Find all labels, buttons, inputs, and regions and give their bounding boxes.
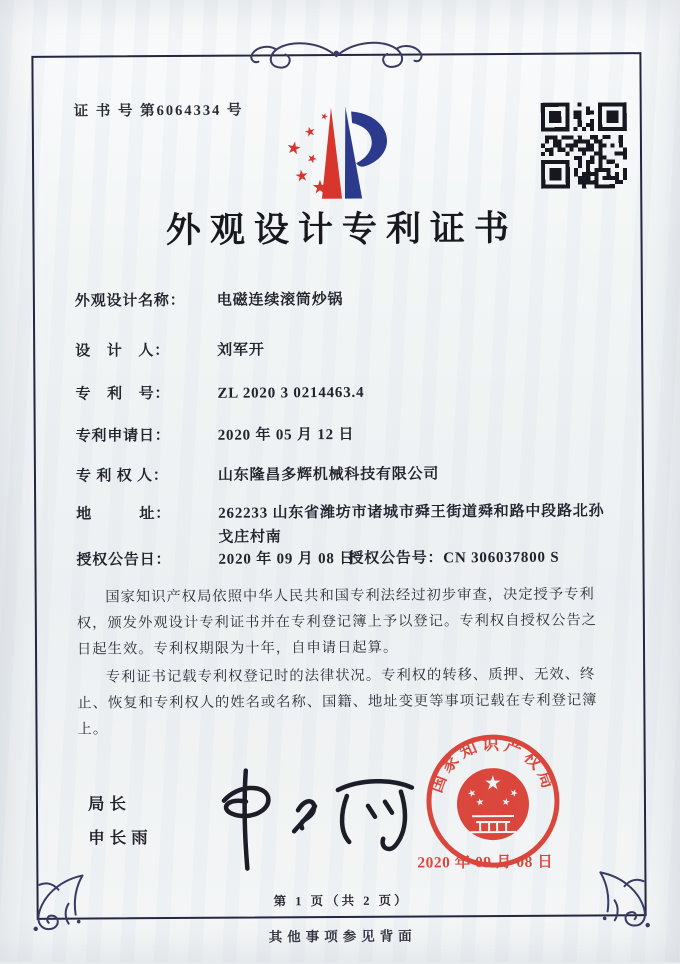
certificate-frame: [31, 52, 646, 920]
field-label: 地 址：: [76, 506, 172, 523]
legal-paragraph-1: 国家知识产权局依照中华人民共和国专利法经过初步审查，决定授予专利权，颁发外观设计专利证书并在专利登记簿上予以登记。专利权自授权公告之日起生效。专利权期限为十年，自申请日起算。: [76, 586, 597, 658]
field-value: 山东隆昌多辉机械科技有限公司: [217, 466, 440, 484]
field-label: 专 利 号：: [75, 386, 171, 403]
certificate-number: 证 书 号 第6064334 号: [73, 102, 244, 120]
qr-code: [541, 102, 628, 189]
field-label: 设 计 人：: [75, 343, 171, 360]
director-title: 局长: [87, 794, 132, 814]
field-label: 专利申请日：: [75, 428, 171, 445]
certificate-title: 外观设计专利证书: [165, 208, 519, 251]
field-filing-date: [76, 421, 612, 448]
top-border-ornament-icon: [229, 34, 443, 77]
field-label: 授权公告号：: [348, 550, 444, 567]
director-name: 申长雨: [88, 828, 153, 848]
field-patent-number: [75, 379, 611, 406]
field-designer: [75, 336, 611, 363]
field-value: 刘军开: [217, 342, 265, 359]
field-design-name: [75, 286, 611, 313]
field-address: [76, 499, 612, 550]
field-value: 2020 年 09 月 08 日: [218, 550, 356, 568]
field-grant-number: [348, 546, 559, 571]
legal-paragraph-2: 专利证书记载专利权登记时的法律状况。专利权的转移、质押、无效、终止、恢复和专利权人的姓名或名称、国籍、地址变更等事项记载在专利登记簿上。: [77, 666, 598, 738]
back-side-note: 其他事项参见背面: [268, 928, 417, 945]
seal-text: 国家知识产权局: [426, 734, 560, 796]
seal-date: 2020 年 09 月 08 日: [417, 853, 554, 872]
field-value: ZL 2020 3 0214463.4: [217, 384, 365, 402]
field-label: 外观设计名称：: [74, 292, 186, 310]
field-label: 授权公告日：: [76, 552, 172, 569]
official-seal-icon: [407, 719, 578, 890]
field-value: 2020 年 05 月 12 日: [217, 426, 355, 444]
field-label: 专 利 权 人：: [75, 468, 169, 485]
director-block: [88, 787, 153, 855]
page-number: 第 1 页（共 2 页）: [273, 893, 410, 909]
director-signature-icon: [186, 755, 431, 888]
field-patentee: [76, 461, 612, 488]
field-grant-date: [76, 545, 612, 572]
cnipa-logo-icon: [270, 102, 405, 215]
field-value: 262233 山东省潍坊市诸城市舜王街道舜和路中段路北孙戈庄村南: [218, 503, 605, 546]
field-value: 电磁连续滚筒炒锅: [216, 291, 344, 309]
field-value: CN 306037800 S: [443, 549, 560, 567]
